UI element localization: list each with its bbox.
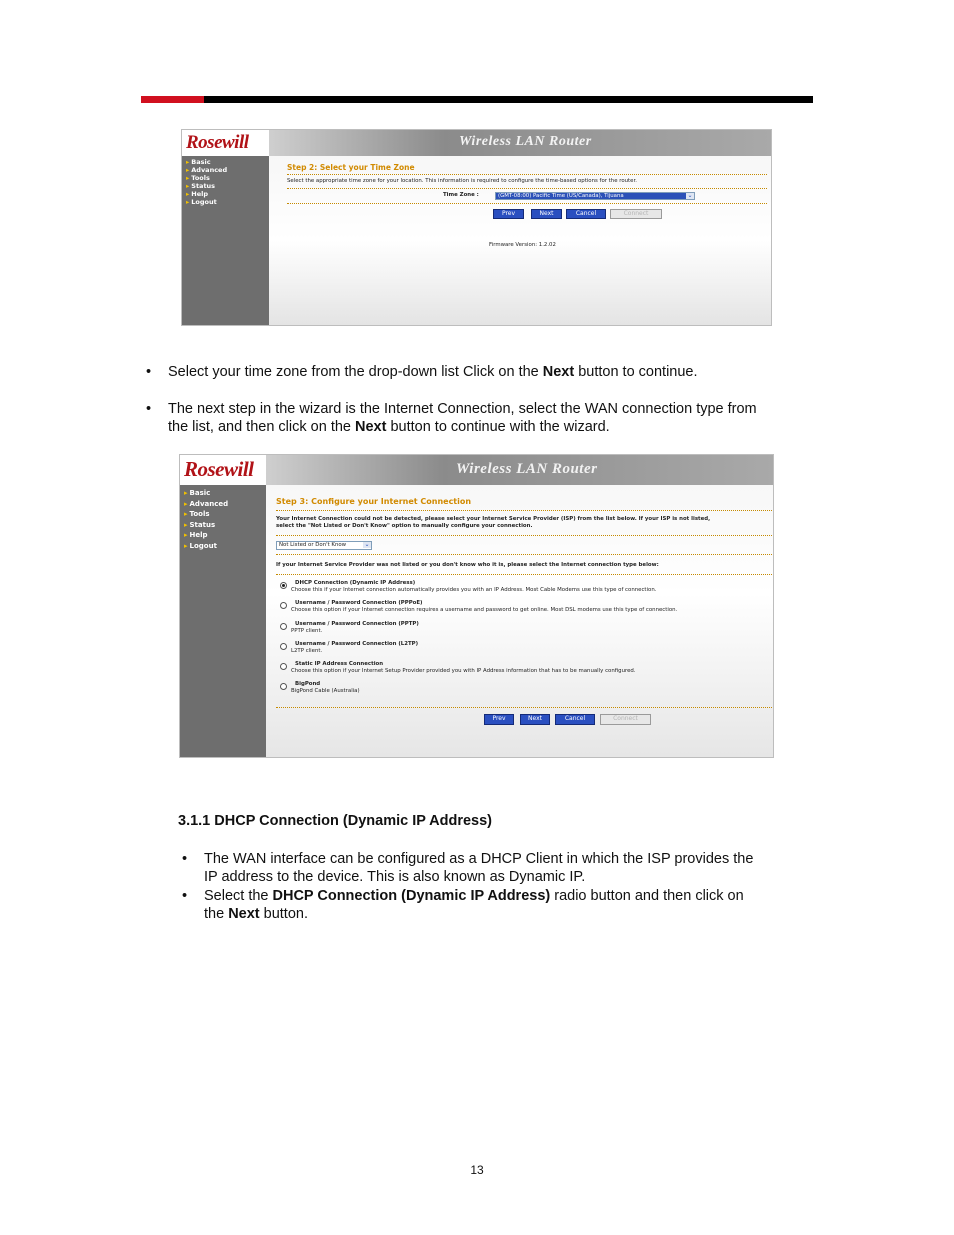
sidebar-menu [186, 158, 227, 206]
option-title: Static IP Address Connection [295, 661, 384, 667]
divider [276, 535, 774, 536]
divider [276, 707, 774, 708]
connection-type-prompt: If your Internet Service Provider was not listed or you don't know who it is, please select the Internet connection type below: [276, 562, 659, 568]
option-title: Username / Password Connection (L2TP) [295, 641, 419, 647]
option-description: Choose this if your Internet connection automatically provides you with an IP Address. Most Cable Modems use this type of connection. [291, 587, 657, 593]
connect-button[interactable]: Connect [610, 209, 662, 219]
screenshot-internet-connection [179, 454, 774, 758]
prev-button[interactable]: Prev [493, 209, 524, 219]
bullet-text: The WAN interface can be configured as a DHCP Client in which the ISP provides the IP address to the device. This is also known as Dynamic IP. [204, 851, 754, 885]
logo-area [180, 455, 266, 485]
menu-item-tools[interactable]: ▸ Tools [184, 510, 210, 518]
connect-button[interactable]: Connect [600, 714, 651, 725]
option-title: DHCP Connection (Dynamic IP Address) [295, 580, 416, 586]
brand-logo: Rosewill [184, 457, 254, 481]
bullet-glyph: • [146, 401, 152, 417]
bullet-text: Select the DHCP Connection (Dynamic IP Address) radio button and then click on the Next button. [204, 888, 744, 922]
radio-button[interactable] [280, 643, 287, 650]
prev-button[interactable]: Prev [484, 714, 514, 725]
menu-item-tools[interactable]: ▸ Tools [186, 174, 210, 182]
radio-button[interactable] [280, 663, 287, 670]
time-zone-select[interactable]: (GMT-08:00) Pacific Time (US/Canada), Tijuana ⌄ [495, 192, 695, 200]
bullet-text: The next step in the wizard is the Internet Connection, select the WAN connection type from the list, and then click on the Next button to continue with the wizard. [168, 401, 757, 435]
banner [269, 130, 771, 156]
bullet-glyph: • [182, 888, 188, 904]
menu-item-advanced[interactable]: ▸ Advanced [184, 499, 229, 508]
section-heading: 3.1.1 DHCP Connection (Dynamic IP Address) [178, 813, 492, 829]
bullet-internet-connection [146, 400, 826, 436]
next-button[interactable]: Next [531, 209, 562, 219]
step-description: select the "Not Listed or Don't Know" option to manually configure your connection. [276, 523, 533, 529]
menu-item-logout[interactable]: ▸ Logout [186, 198, 217, 206]
option-description: Choose this option if your Internet connection requires a username and password to get online. Most DSL modems use this type of connection. [291, 607, 678, 613]
chevron-down-icon: ⌄ [364, 541, 370, 548]
bullet-wan-dhcp [182, 850, 832, 886]
radio-button[interactable] [280, 582, 287, 589]
next-button[interactable]: Next [520, 714, 550, 725]
menu-item-help[interactable]: ▸ Help [186, 190, 208, 198]
banner-title: Wireless LAN Router [459, 134, 592, 149]
step-title: Step 2: Select your Time Zone [287, 163, 415, 172]
divider [276, 510, 774, 511]
radio-button[interactable] [280, 683, 287, 690]
bullet-time-zone [146, 363, 826, 381]
sidebar-menu [184, 488, 228, 551]
divider [276, 574, 774, 575]
content-panel [269, 156, 771, 325]
radio-button[interactable] [280, 623, 287, 630]
cancel-button[interactable]: Cancel [555, 714, 595, 725]
menu-item-basic[interactable]: ▸ Basic [184, 489, 211, 497]
divider [276, 554, 774, 555]
divider [287, 188, 767, 189]
divider [287, 174, 767, 175]
menu-item-status[interactable]: ▸ Status [184, 520, 216, 529]
banner-title: Wireless LAN Router [456, 461, 598, 477]
menu-item-help[interactable]: ▸ Help [184, 531, 208, 539]
menu-item-advanced[interactable]: ▸ Advanced [186, 166, 228, 174]
isp-select[interactable]: Not Listed or Don't Know ⌄ [276, 541, 372, 550]
firmware-version: Firmware Version: 1.2.02 [489, 242, 556, 248]
banner [266, 455, 773, 485]
brand-logo: Rosewill [186, 132, 249, 153]
chevron-down-icon: ⌄ [687, 192, 693, 199]
cancel-button[interactable]: Cancel [566, 209, 606, 219]
bullet-glyph: • [182, 851, 188, 867]
step-description: Select the appropriate time zone for your location. This information is required to configure the time-based options for the router. [287, 178, 637, 184]
option-title: BigPond [295, 681, 321, 687]
bullet-glyph: • [146, 364, 152, 380]
step-description: Your Internet Connection could not be detected, please select your Internet Service Provider (ISP) from the list below. If your ISP is not listed, [276, 516, 711, 522]
option-description: L2TP client. [291, 648, 323, 654]
menu-item-logout[interactable]: ▸ Logout [184, 541, 217, 550]
page-number: 13 [470, 1163, 484, 1177]
radio-button[interactable] [280, 602, 287, 609]
option-description: BigPond Cable (Australia) [291, 688, 360, 694]
divider [287, 203, 767, 204]
header-rule-accent [141, 96, 204, 103]
time-zone-label: Time Zone : [443, 192, 479, 198]
option-description: PPTP client. [291, 628, 323, 634]
menu-item-status[interactable]: ▸ Status [186, 182, 216, 190]
content-panel [266, 485, 773, 757]
option-description: Choose this option if your Internet Setup Provider provided you with IP Address information that has to be manually configured. [291, 668, 636, 674]
option-title: Username / Password Connection (PPTP) [295, 621, 419, 627]
menu-item-basic[interactable]: ▸ Basic [186, 158, 211, 166]
step-title: Step 3: Configure your Internet Connection [276, 497, 472, 506]
logo-area [182, 130, 269, 156]
option-title: Username / Password Connection (PPPoE) [295, 600, 423, 606]
bullet-text: Select your time zone from the drop-down list Click on the Next button to continue. [168, 364, 698, 380]
bullet-select-dhcp [182, 887, 832, 923]
header-rule [141, 96, 813, 103]
screenshot-time-zone [181, 129, 772, 326]
